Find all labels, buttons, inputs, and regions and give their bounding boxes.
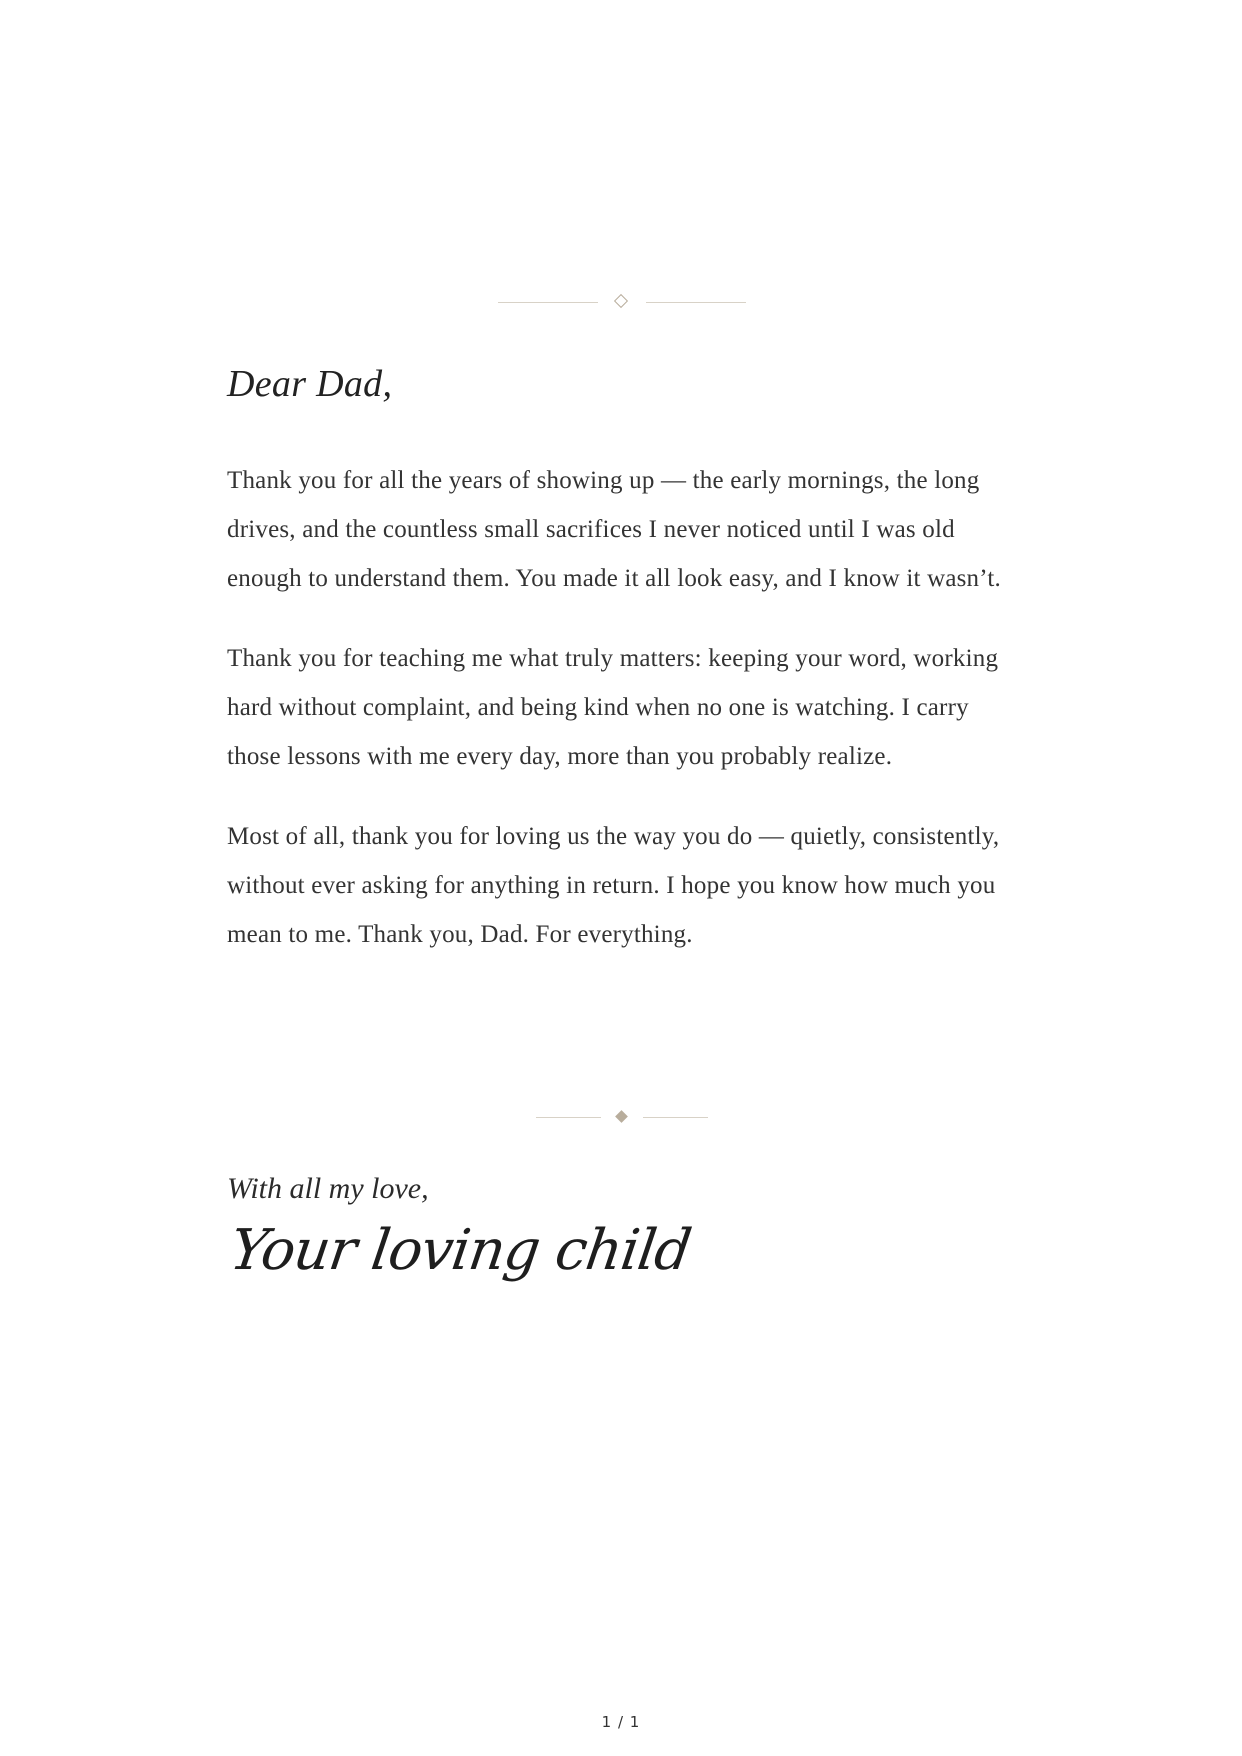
- page-number: 1 / 1: [601, 1713, 641, 1731]
- letter-paragraph-3: Most of all, thank you for loving us the way you do — quietly, consistently, without ever asking for anything in return. I hope you know how much you mean to me. Thank you, Dad. For everything.: [227, 823, 1000, 948]
- salutation: Dear Dad,: [227, 363, 393, 405]
- diamond-outline-icon: [614, 294, 628, 308]
- ornament-line-right: [646, 302, 746, 303]
- bottom-ornament-divider: [0, 1108, 1242, 1128]
- ornament-line-left: [536, 1117, 601, 1118]
- letter-paragraph-2: Thank you for teaching me what truly matters: keeping your word, working hard without complaint, and being kind when no one is watching. I carry those lessons with me every day, more than you probably realize.: [227, 645, 999, 770]
- closing-line: With all my love,: [227, 1172, 429, 1205]
- ornament-line-right: [643, 1117, 708, 1118]
- diamond-filled-icon: [615, 1110, 628, 1123]
- letter-paragraph-1: Thank you for all the years of showing up — the early mornings, the long drives, and the countless small sacrifices I never noticed until I was old enough to understand them. You made it all look easy, and I know it wasn’t.: [227, 467, 1001, 592]
- top-ornament-divider: [0, 291, 1242, 315]
- letter-body: [227, 456, 1027, 990]
- ornament-line-left: [498, 302, 598, 303]
- signature: Your loving child: [226, 1218, 695, 1283]
